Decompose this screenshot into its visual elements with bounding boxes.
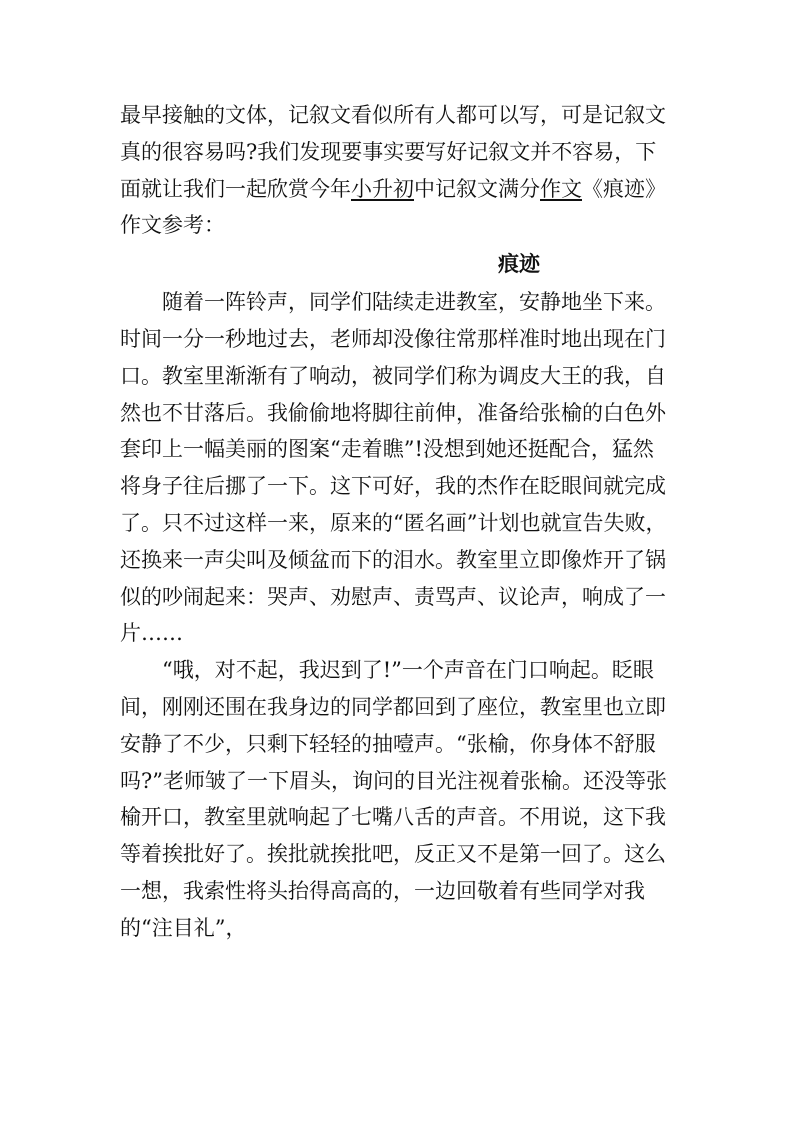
intro-paragraph — [120, 97, 672, 244]
link-zuowen[interactable]: 作文 — [540, 176, 582, 201]
intro-text-3: 《痕迹》作文参考： — [120, 176, 666, 238]
essay-paragraph-2: “哦，对不起，我迟到了!”一个声音在门口响起。眨眼间，刚刚还围在我身边的同学都回到了座位，教室里也立即安静了不少，只剩下轻轻的抽噎声。“张榆，你身体不舒服吗?”老师皱了一下眉头，询问的目光注视着张榆。还没等张榆开口，教室里就响起了七嘴八舌的声音。不用说，这下我等着挨批好了。挨批就挨批吧，反正又不是第一回了。这么一想，我索性将头抬得高高的，一边回敬着有些同学对我的“注目礼”， — [120, 658, 667, 940]
document-body — [120, 97, 672, 947]
essay-title: 痕迹 — [498, 251, 540, 277]
intro-text-2: 中记叙文满分 — [414, 176, 540, 201]
link-xiaoshengchu[interactable]: 小升初 — [351, 176, 414, 201]
essay-paragraph-1: 随着一阵铃声，同学们陆续走进教室，安静地坐下来。时间一分一秒地过去，老师却没像往常那样准时地出现在门口。教室里渐渐有了响动，被同学们称为调皮大王的我，自然也不甘落后。我偷偷地将脚往前伸，准备给张榆的白色外套印上一幅美丽的图案“走着瞧”!没想到她还挺配合，猛然将身子往后挪了一下。这下可好，我的杰作在眨眼间就完成了。只不过这样一来，原来的“匿名画”计划也就宣告失败，还换来一声尖叫及倾盆而下的泪水。教室里立即像炸开了锅似的吵闹起来：哭声、劝慰声、责骂声、议论声，响成了一片…… — [120, 290, 667, 646]
intro-text-1: 最早接触的文体，记叙文看似所有人都可以写，可是记叙文真的很容易吗?我们发现要事实要写好记叙文并不容易，下面就让我们一起欣赏今年 — [120, 103, 666, 201]
